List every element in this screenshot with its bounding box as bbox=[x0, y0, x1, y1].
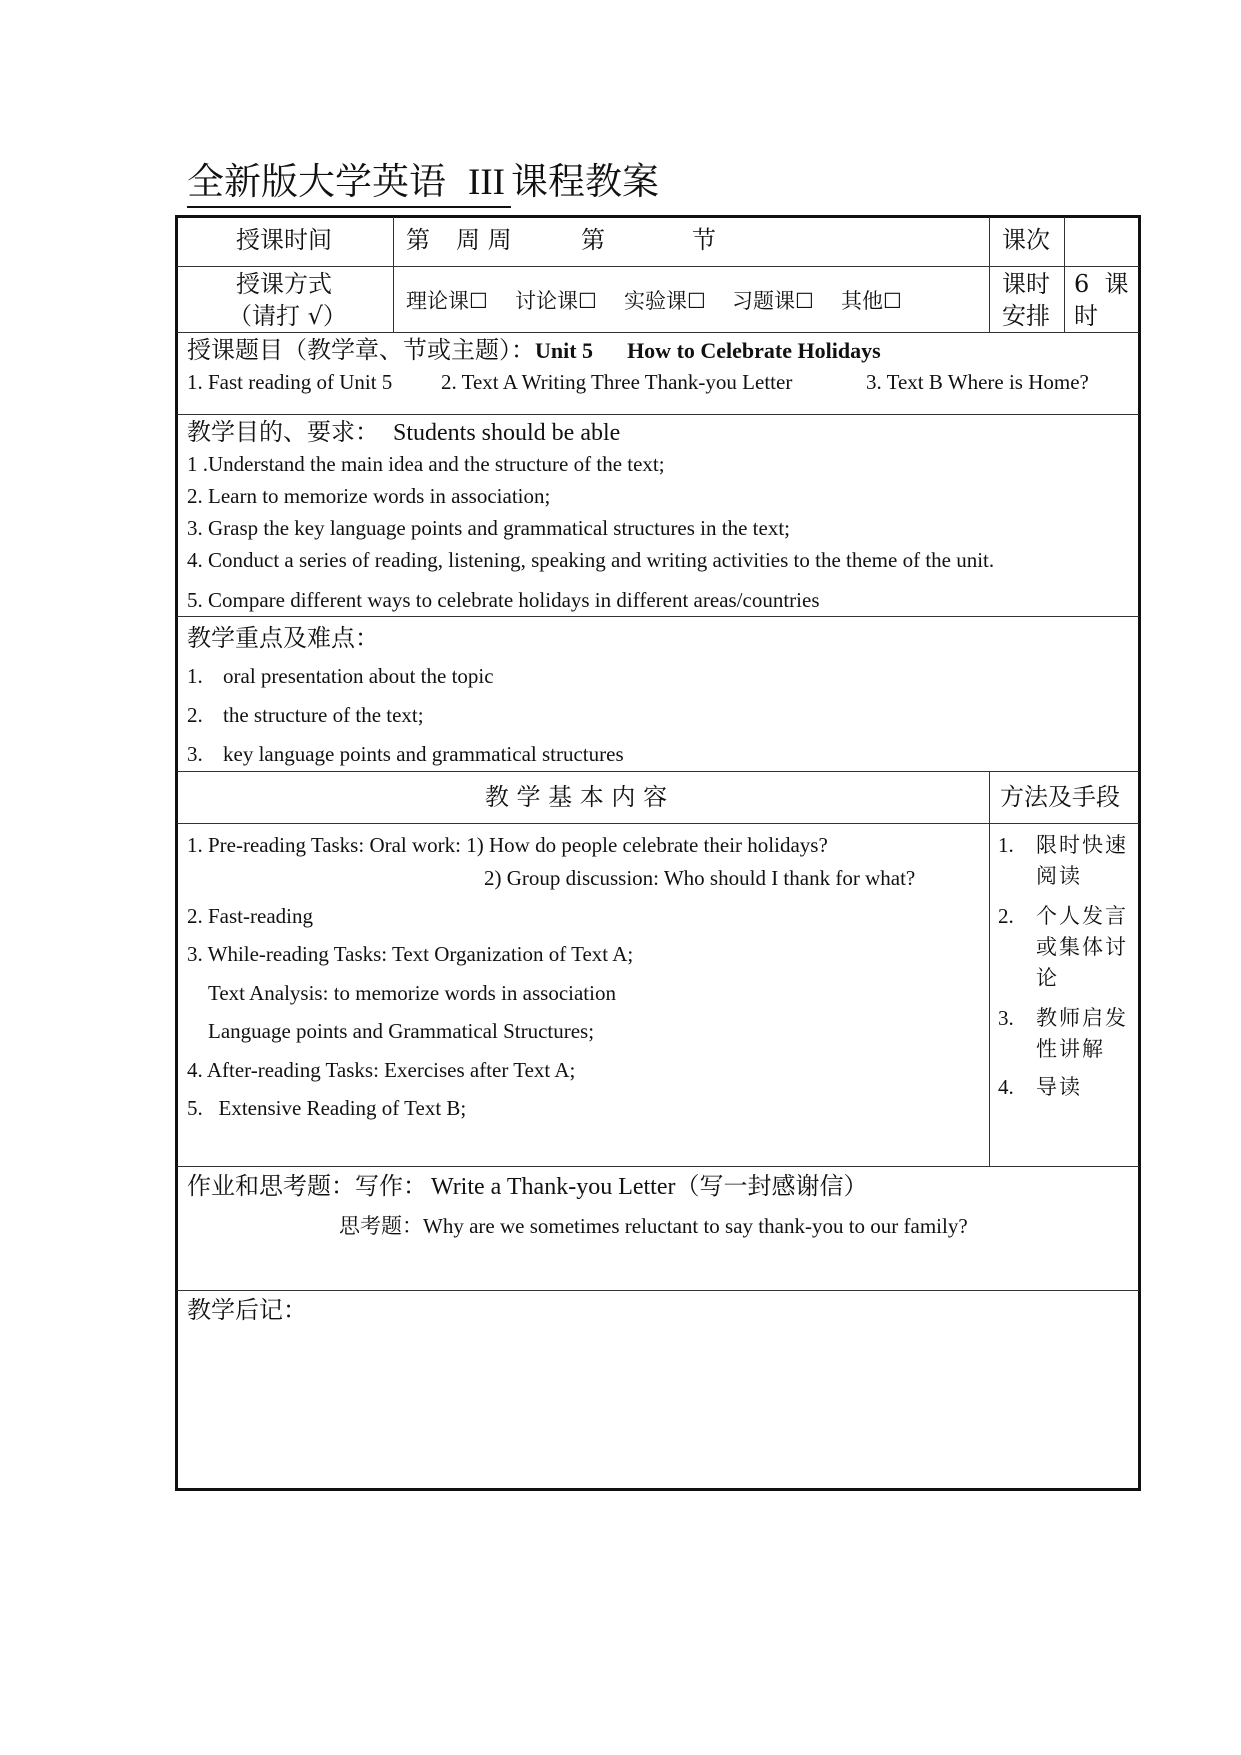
topic-item-2: 2. Text A Writing Three Thank-you Letter bbox=[441, 370, 793, 394]
homework-task: Write a Thank-you Letter（写一封感谢信） bbox=[431, 1174, 868, 1200]
aim-item-1: 1 .Understand the main idea and the structure of the text; bbox=[187, 452, 665, 476]
teaching-method-hint: （请打 √） bbox=[228, 302, 347, 330]
rule-aims bbox=[177, 616, 1139, 617]
hours-value-1: 6 课 bbox=[1074, 270, 1129, 298]
topic-name: How to Celebrate Holidays bbox=[627, 338, 881, 363]
hours-label-2: 安排 bbox=[1002, 302, 1050, 330]
methods-header: 方法及手段 bbox=[1000, 783, 1120, 811]
content-line-1: 1. Pre-reading Tasks: Oral work: 1) How do people celebrate their holidays? bbox=[187, 833, 828, 857]
method-3-line-1: 教师启发 bbox=[1036, 1006, 1128, 1030]
content-line-2: 2) Group discussion: Who should I thank for what? bbox=[484, 866, 916, 890]
method-4-line-1: 导读 bbox=[1036, 1075, 1082, 1099]
aim-item-4: 4. Conduct a series of reading, listening, speaking and writing activities to the theme of the unit. bbox=[187, 548, 995, 572]
homework-label: 作业和思考题：写作： bbox=[187, 1172, 427, 1200]
keypoint-text-3: key language points and grammatical structures bbox=[223, 742, 624, 766]
content-line-5: Text Analysis: to memorize words in association bbox=[208, 981, 616, 1005]
week-mid: 周 周 bbox=[456, 226, 512, 254]
topic-line bbox=[187, 336, 881, 365]
title-suffix: 课程教案 bbox=[510, 160, 659, 203]
keypoint-num-1: 1. bbox=[187, 664, 203, 688]
document-title bbox=[187, 158, 659, 208]
section-prefix: 第 bbox=[581, 226, 605, 254]
method-num-4: 4. bbox=[998, 1075, 1014, 1099]
homework-line bbox=[187, 1172, 868, 1201]
aim-item-3: 3. Grasp the key language points and grammatical structures in the text; bbox=[187, 516, 790, 540]
col-divider-methods bbox=[989, 771, 990, 1166]
teaching-time-label: 授课时间 bbox=[236, 226, 332, 254]
hours-value-2: 时 bbox=[1074, 302, 1098, 330]
aim-item-5: 5. Compare different ways to celebrate holidays in different areas/countries bbox=[187, 588, 820, 612]
method-num-3: 3. bbox=[998, 1006, 1014, 1030]
col-divider-lesson-value bbox=[1064, 217, 1065, 332]
rule-row1 bbox=[177, 266, 1139, 267]
title-prefix: 全新版大学英语 bbox=[187, 160, 446, 203]
question-label: 思考题： bbox=[339, 1214, 423, 1238]
rule-row2 bbox=[177, 332, 1139, 333]
content-line-7: 4. After-reading Tasks: Exercises after Text A; bbox=[187, 1058, 576, 1082]
option-exercise[interactable]: 习题课☐ bbox=[732, 289, 814, 313]
aims-lead: Students should be able bbox=[393, 420, 621, 446]
method-1-line-2: 阅读 bbox=[1036, 864, 1082, 888]
question-text: Why are we sometimes reluctant to say thank-you to our family? bbox=[423, 1214, 968, 1238]
homework-question-line bbox=[339, 1212, 968, 1240]
postscript-label: 教学后记： bbox=[187, 1296, 307, 1324]
rule-content-header bbox=[177, 823, 1139, 824]
keypoint-num-3: 3. bbox=[187, 742, 203, 766]
title-underlined bbox=[187, 159, 511, 208]
option-experiment[interactable]: 实验课☐ bbox=[624, 289, 706, 313]
method-2-line-1: 个人发言 bbox=[1036, 904, 1128, 928]
aim-item-2: 2. Learn to memorize words in association; bbox=[187, 484, 551, 508]
section-suffix: 节 bbox=[692, 226, 716, 254]
keypoint-text-1: oral presentation about the topic bbox=[223, 664, 494, 688]
topic-label: 授课题目（教学章、节或主题）： bbox=[187, 336, 535, 364]
aims-line bbox=[187, 418, 620, 447]
aims-label: 教学目的、要求： bbox=[187, 418, 379, 446]
keypoint-num-2: 2. bbox=[187, 703, 203, 727]
content-line-3: 2. Fast-reading bbox=[187, 904, 313, 928]
rule-homework bbox=[177, 1290, 1139, 1291]
method-1-line-1: 限时快速 bbox=[1036, 833, 1128, 857]
option-discussion[interactable]: 讨论课☐ bbox=[515, 289, 597, 313]
col-divider-lesson bbox=[989, 217, 990, 332]
method-2-line-3: 论 bbox=[1036, 966, 1059, 990]
title-level: III bbox=[468, 162, 505, 203]
week-prefix: 第 bbox=[406, 226, 430, 254]
method-num-1: 1. bbox=[998, 833, 1014, 857]
col-divider-label bbox=[393, 217, 394, 332]
rule-topic bbox=[177, 414, 1139, 415]
teaching-method-label: 授课方式 bbox=[236, 270, 332, 298]
method-3-line-2: 性讲解 bbox=[1036, 1037, 1105, 1061]
content-line-4: 3. While-reading Tasks: Text Organization of Text A; bbox=[187, 942, 634, 966]
option-theory[interactable]: 理论课☐ bbox=[406, 289, 488, 313]
content-line-8: 5. Extensive Reading of Text B; bbox=[187, 1096, 467, 1120]
rule-content bbox=[177, 1166, 1139, 1167]
method-2-line-2: 或集体讨 bbox=[1036, 935, 1128, 959]
method-num-2: 2. bbox=[998, 904, 1014, 928]
rule-keypoints bbox=[177, 771, 1139, 772]
keypoints-label: 教学重点及难点： bbox=[187, 624, 379, 652]
topic-item-1: 1. Fast reading of Unit 5 bbox=[187, 370, 393, 394]
topic-unit: Unit 5 bbox=[535, 338, 594, 363]
topic-item-3: 3. Text B Where is Home? bbox=[866, 370, 1089, 394]
content-header: 教 学 基 本 内 容 bbox=[484, 783, 668, 811]
lesson-number-label: 课次 bbox=[1002, 226, 1050, 254]
hours-label-1: 课时 bbox=[1002, 270, 1050, 298]
option-other[interactable]: 其他☐ bbox=[841, 289, 902, 313]
content-line-6: Language points and Grammatical Structures; bbox=[208, 1019, 595, 1043]
keypoint-text-2: the structure of the text; bbox=[223, 703, 424, 727]
